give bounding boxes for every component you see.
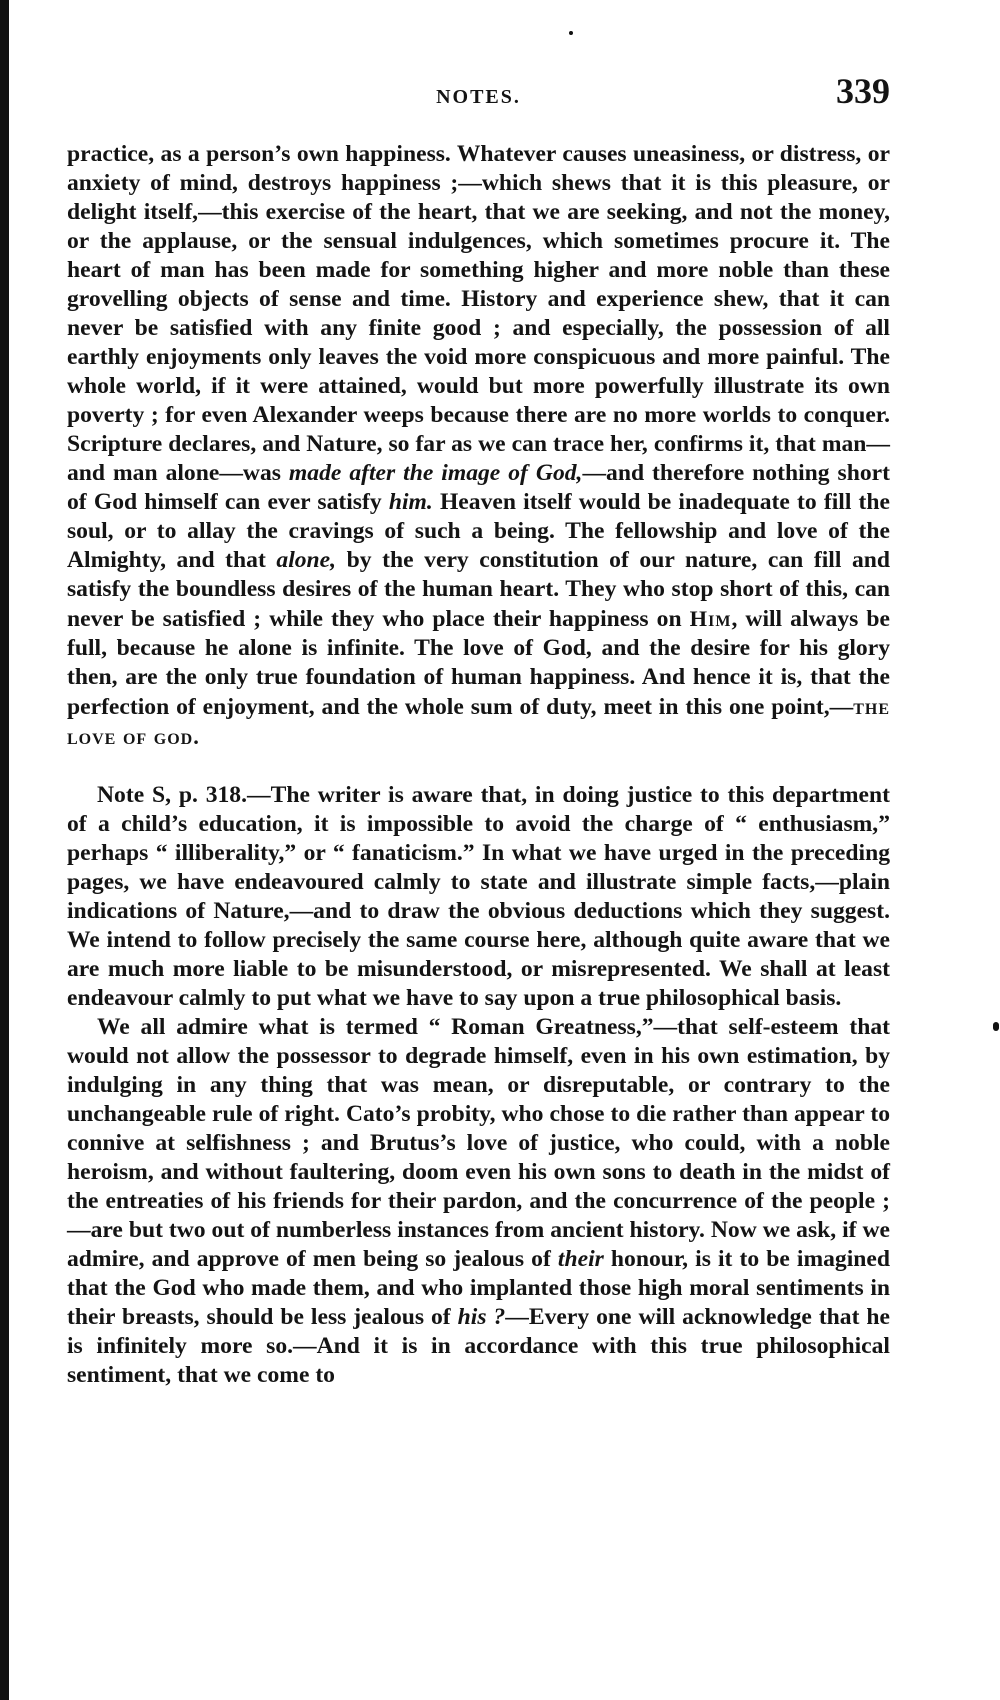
running-head: NOTES. <box>436 86 521 108</box>
italic-phrase: alone, <box>276 547 337 573</box>
text-run: , will always be full, because he alone is infinite. The love of God, and the desire for his glory then, are the only true foundation of human happiness. And hence it is, that the perfection of enjoyment, and the whole sum of duty, meet in this one point,— <box>67 606 890 720</box>
text-run: practice, as a person’s own happiness. Whatever causes uneasiness, or distress, or anxiety of mind, destroys happiness ;—which shews that it is this pleasure, or delight itself,—this exercise of the heart, that we are seeking, and not the money, or the applause, or the sensual indulgences, which sometimes procure it. The heart of man has been made for something higher and more noble than these grovelling objects of sense and time. History and experience shew, that it can never be satisfied with any finite good ; and especially, the possession of all earthly enjoyments only leaves the void more conspicuous and more painful. The whole world, if it were attained, would but more powerfully illustrate its own poverty ; for even Alexander weeps because there are no more worlds to conquer. Scripture declares, and Nature, so far as we can trace her, confirms it, that man—and man alone—was <box>67 141 890 486</box>
note-s-paragraph: Note S, p. 318.—The writer is aware that, in doing justice to this department of a child’s education, it is impossible to avoid the charge of “ enthusiasm,” perhaps “ illiberality,” or “ fanaticism.” In what we have urged in the preceding pages, we have endeavoured calmly to state and illustrate simple facts,—plain indications of Nature,—and to draw the obvious deductions which they suggest. We intend to follow precisely the same course here, although quite aware that we are much more liable to be misunderstood, or misrepresented. We shall at least endeavour calmly to put what we have to say upon a true philosophical basis. <box>67 782 890 1011</box>
page-number: 339 <box>836 71 890 111</box>
text-run: by the very constitution of our nature, can fill and satisfy the boundless desires of the human heart. They who stop short of this, can never be satisfied ; while they who place their happiness on <box>67 547 890 632</box>
page-edge-shadow <box>0 0 9 1700</box>
small-caps-word: Him <box>689 606 732 631</box>
italic-word: their <box>557 1246 604 1272</box>
paragraph-continued <box>67 140 890 752</box>
small-caps-phrase: the love of god. <box>67 694 890 749</box>
page-header <box>67 70 890 122</box>
text-run: —and therefore nothing short of God himself can ever satisfy <box>67 460 890 515</box>
italic-phrase: him. <box>388 489 433 515</box>
ink-speck <box>993 1022 999 1031</box>
paragraph <box>67 1013 890 1390</box>
italic-phrase: made after the image of God, <box>288 460 583 486</box>
text-run: —Every one will acknowledge that he is infinitely more so.—And it is in accordance with this true philosophical sentiment, that we come to <box>67 1304 891 1388</box>
body-text <box>67 140 890 1390</box>
text-run: We all admire what is termed “ Roman Greatness,”—that self-esteem that would not allow the possessor to degrade himself, even in his own estimation, by indulging in any thing that was mean, or disreputable, or contrary to the unchangeable rule of right. Cato’s probity, who chose to die rather than appear to connive at selfishness ; and Brutus’s love of justice, who could, with a noble heroism, and without faultering, doom even his own sons to death in the midst of the entreaties of his friends for their pardon, and the concurrence of the people ;—are but two out of numberless instances from ancient history. Now we ask, if we admire, and approve of men being so jealous of <box>67 1014 890 1272</box>
italic-word: his ? <box>457 1304 506 1330</box>
text-run: honour, is it to be imagined that the God who made them, and who implanted those high moral sentiments in their breasts, should be less jealous of <box>67 1246 890 1330</box>
ink-speck <box>569 31 573 35</box>
text-run: Heaven itself would be inadequate to fill the soul, or to allay the cravings of such a being. The fellowship and love of the Almighty, and that <box>67 489 891 573</box>
